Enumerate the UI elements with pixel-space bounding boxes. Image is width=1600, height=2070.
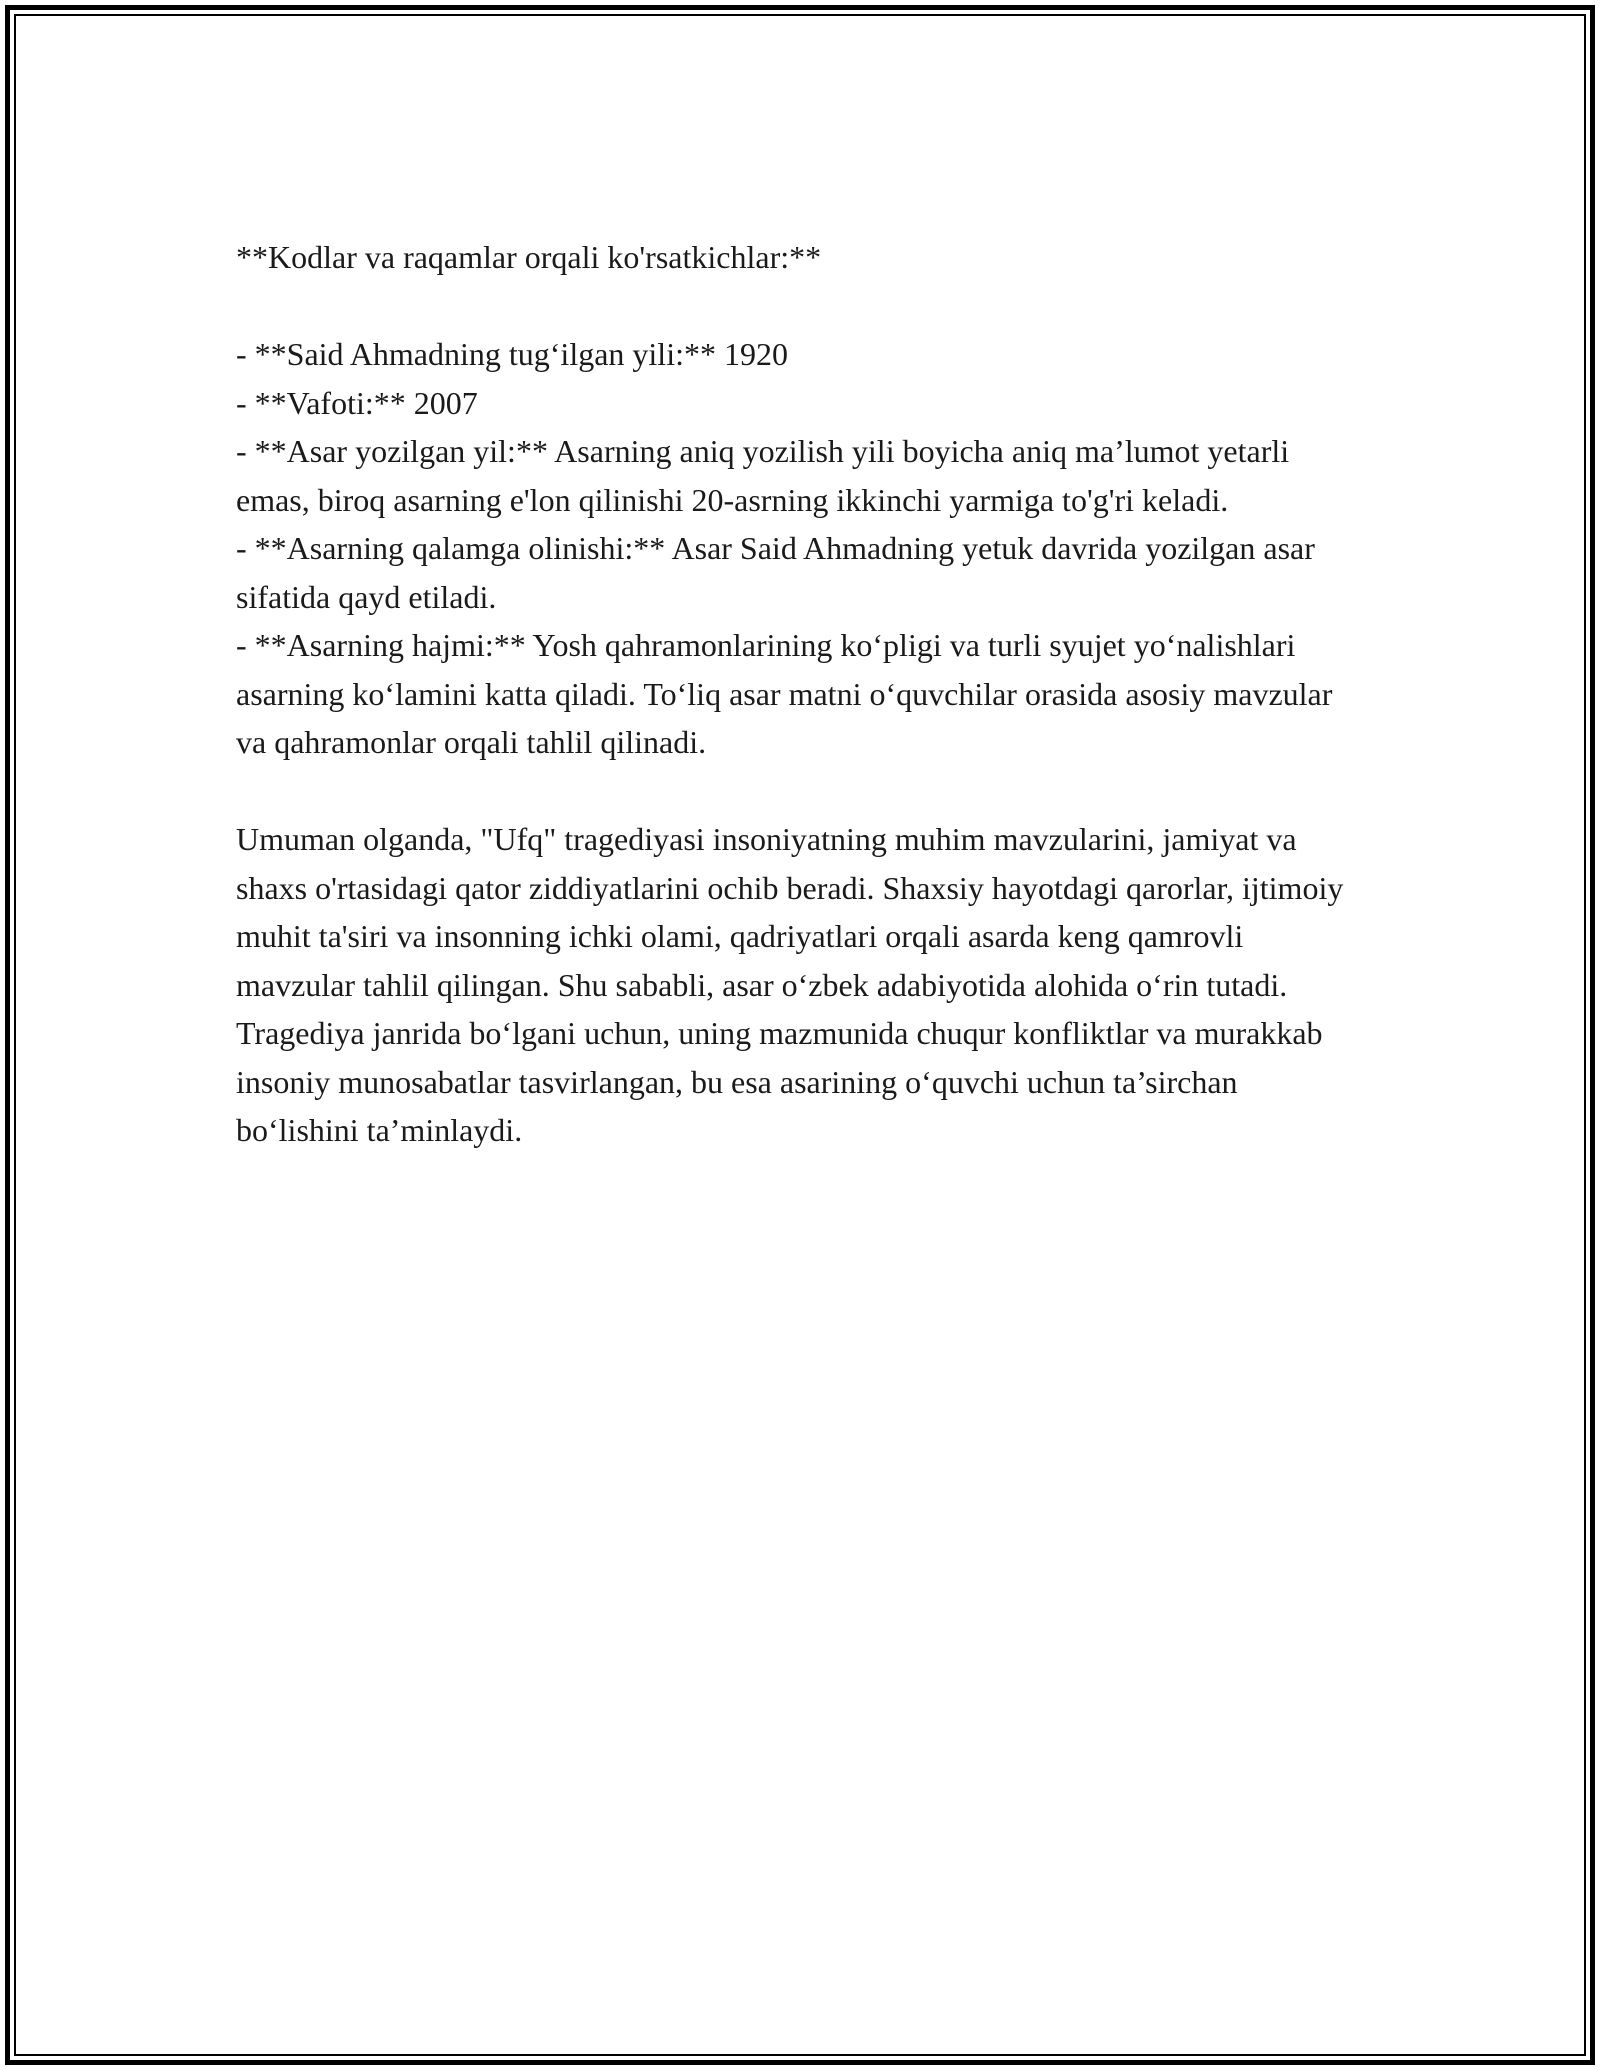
section-heading: **Kodlar va raqamlar orqali ko'rsatkichlar:** <box>236 239 822 275</box>
document-body <box>236 233 1356 1155</box>
list-item-death-year: - **Vafoti:** 2007 <box>236 384 478 421</box>
list-item-composition: - **Asarning qalamga olinishi:** Asar Said Ahmadning yetuk davrida yozilgan asar sifatida qayd etiladi. <box>236 530 1315 615</box>
list-item-birth-year: - **Said Ahmadning tug‘ilgan yili:** 1920 <box>236 336 788 372</box>
list-item-written-year: - **Asar yozilgan yil:** Asarning aniq yozilish yili boyicha aniq ma’lumot yetarli emas, biroq asarning e'lon qilinishi 20-asrning ikkinchi yarmiga to'g'ri keladi. <box>236 433 1290 518</box>
indicator-list <box>236 330 1356 767</box>
conclusion-paragraph: Umuman olganda, "Ufq" tragediyasi insoniyatning muhim mavzularini, jamiyat va shaxs o'rtasidagi qator ziddiyatlarini ochib beradi. Shaxsiy hayotdagi qarorlar, ijtimoiy muhit ta'siri va insonning ichki olami, qadriyatlari orqali asarda keng qamrovli mavzular tahlil qilingan. Shu sababli, asar o‘zbek adabiyotida alohida o‘rin tutadi. Tragediya janrida bo‘lgani uchun, uning mazmunida chuqur konfliktlar va murakkab insoniy munosabatlar tasvirlangan, bu esa asarining o‘quvchi uchun ta’sirchan bo‘lishini ta’minlaydi. <box>236 821 1344 1148</box>
list-item-volume: - **Asarning hajmi:** Yosh qahramonlarining ko‘pligi va turli syujet yo‘nalishlari asarning ko‘lamini katta qiladi. To‘liq asar matni o‘quvchilar orasida asosiy mavzular va qahramonlar orqali tahlil qilinadi. <box>236 627 1333 760</box>
